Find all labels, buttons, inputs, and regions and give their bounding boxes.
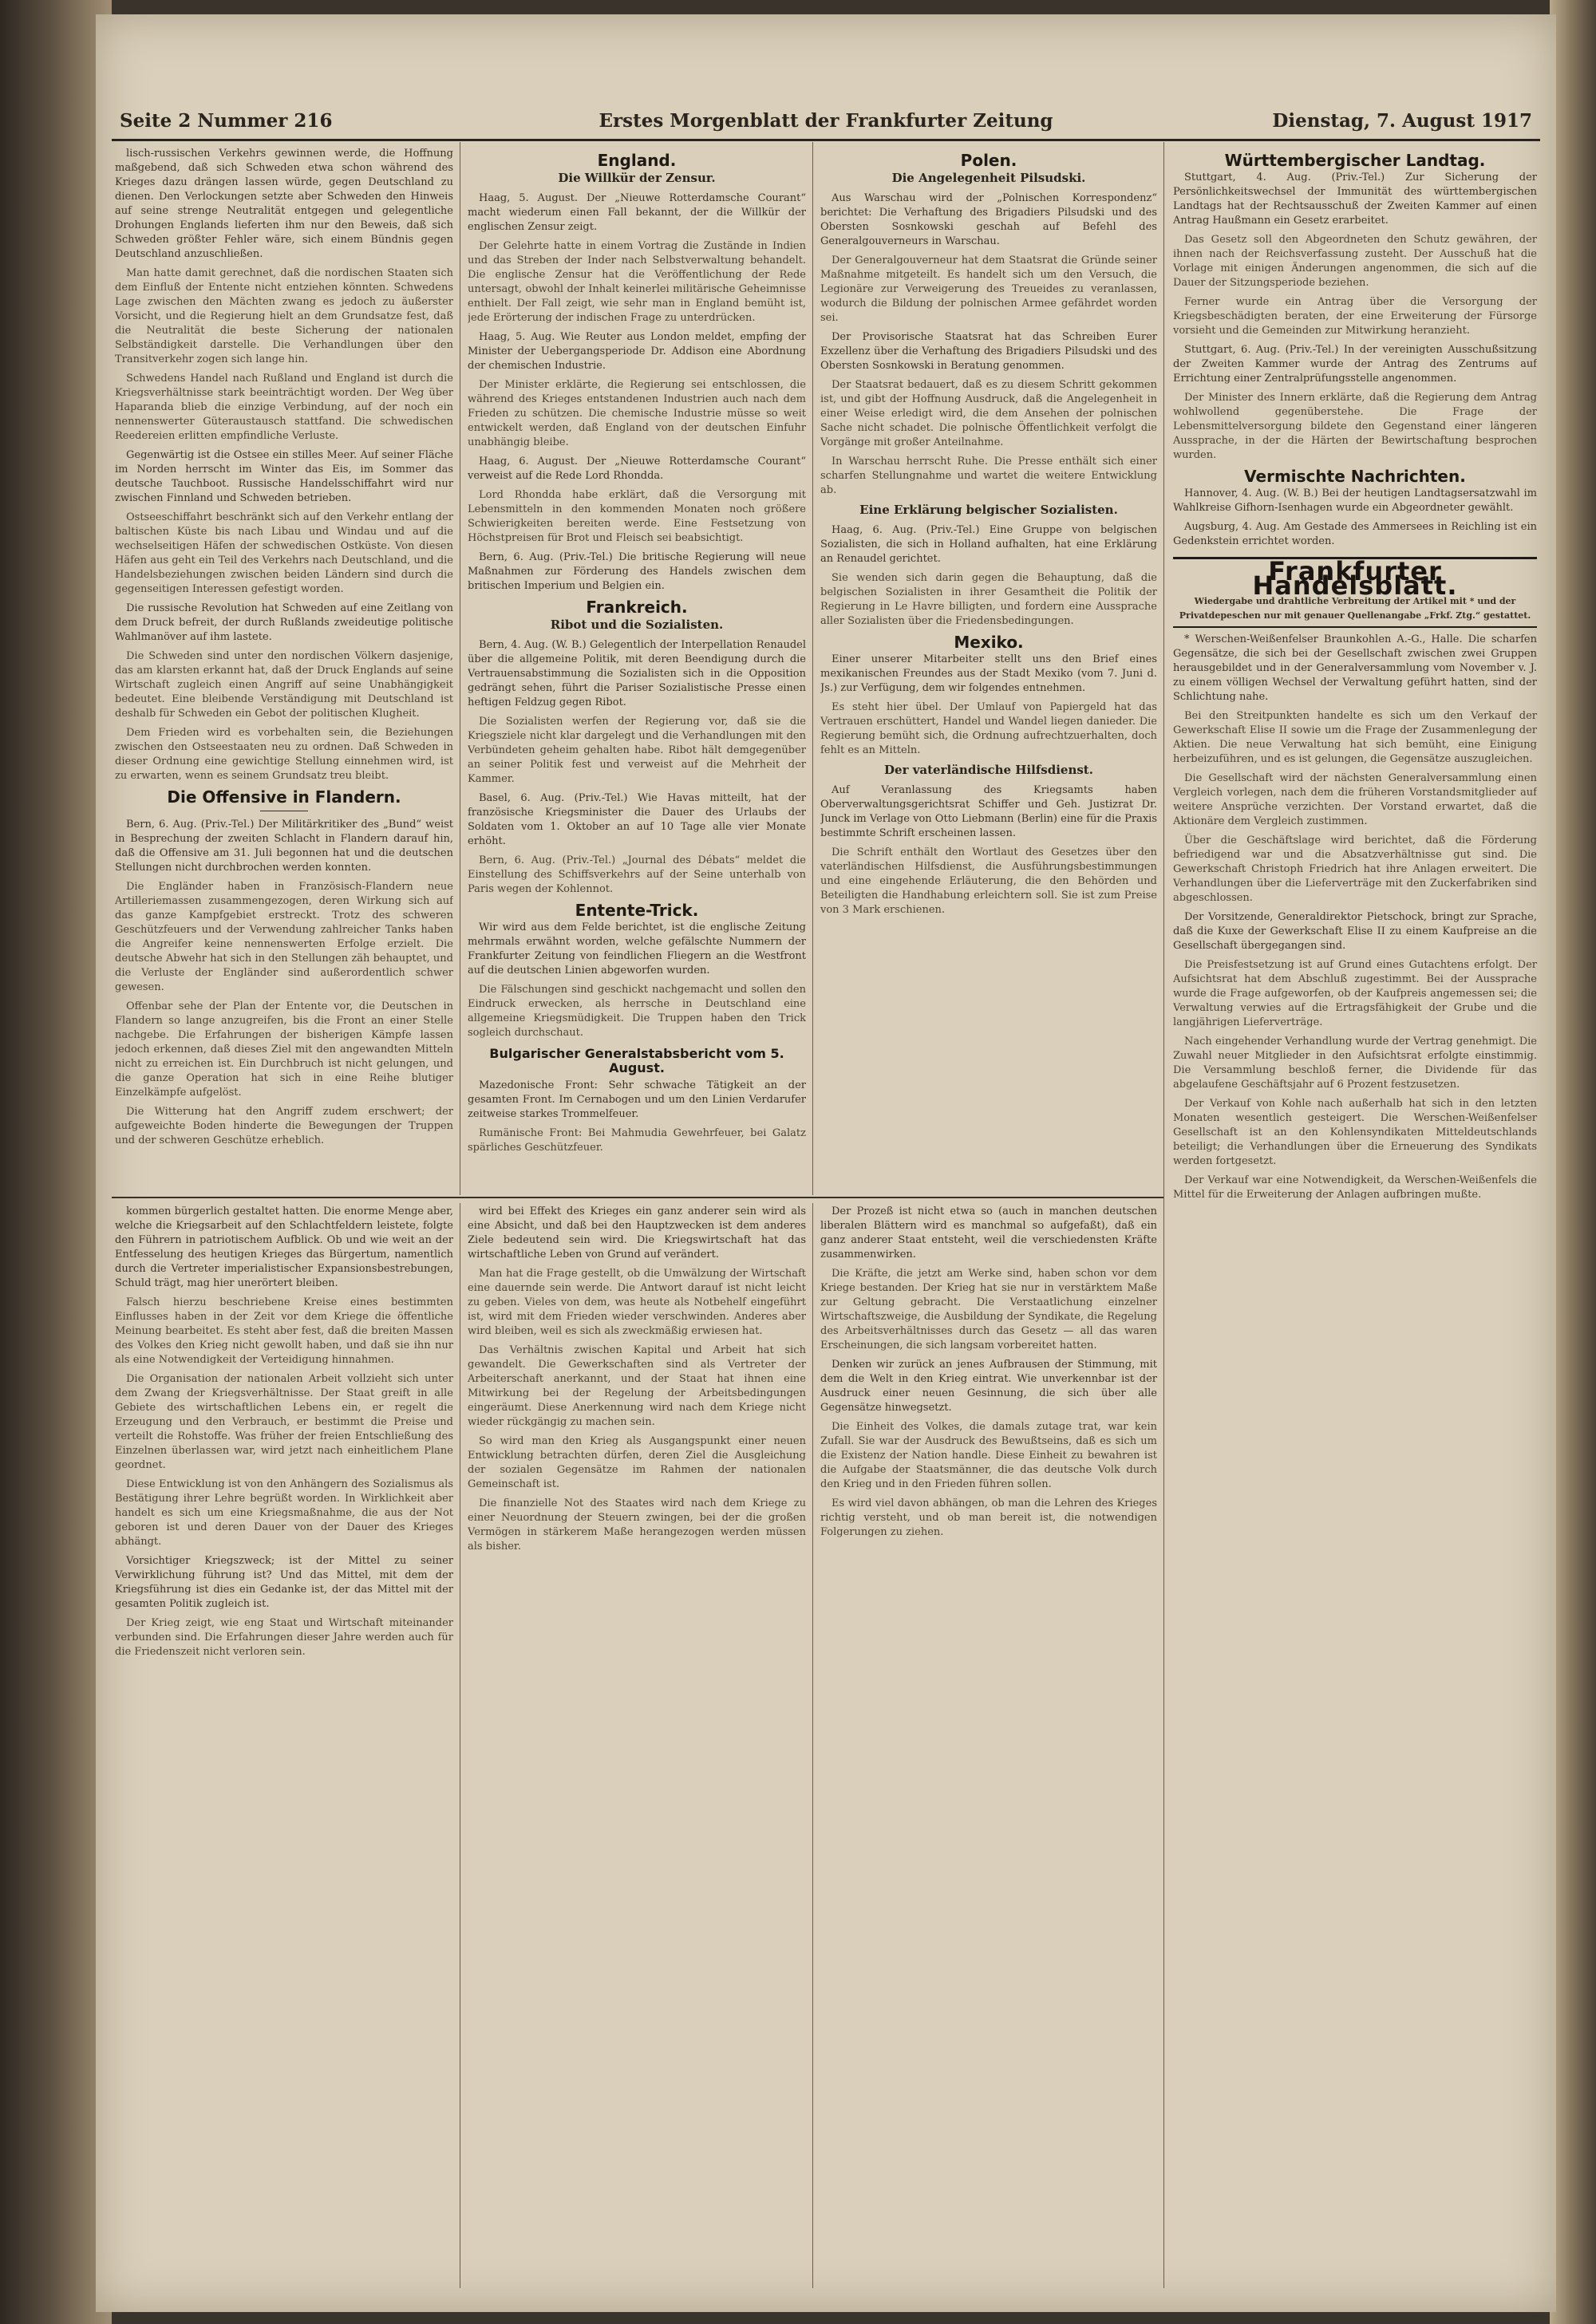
column-divider — [812, 1203, 813, 2288]
issue-date: Dienstag, 7. August 1917 — [1272, 110, 1532, 132]
article-paragraph: Die Witterung hat den Angriff zudem erschwert; der aufgeweichte Boden hinderte die Bewegungen der Truppen und der schweren Geschütze erheblich. — [115, 1106, 453, 1146]
article-paragraph: Schwedens Handel nach Rußland und England ist durch die Kriegsverhältnisse stark beeinträchtigt worden. Der Weg über Haparanda blieb die einzige Verbindung, auf der noch ein nennenswerter Güteraustausch stattfand. Die schwedischen Reedereien erlitten empfindliche Verluste. — [115, 373, 453, 442]
page-number: Seite 2 Nummer 216 — [120, 110, 333, 132]
article-paragraph: Haag, 5. August. Der „Nieuwe Rotterdamsche Courant“ macht wiederum einen Fall bekannt, der die Willkür der englischen Zensur zeigt. — [468, 192, 806, 233]
newspaper-page — [96, 14, 1556, 2312]
article-paragraph: Aus Warschau wird der „Polnischen Korrespondenz“ berichtet: Die Verhaftung des Brigadiers Pilsudski und des Obersten Sosnkowski geschah auf Befehl des Generalgouverneurs in Warschau. — [820, 192, 1157, 247]
subheadline: Ribot und die Sozialisten. — [550, 617, 724, 632]
article-paragraph: Wir wird aus dem Felde berichtet, ist die englische Zeitung mehrmals erwähnt worden, welche gefälschte Nummern der Frankfurter Zeitung von feindlichen Fliegern an die Westfront auf die deutschen Linien abgeworfen wurden. — [468, 921, 806, 977]
article-paragraph: Hannover, 4. Aug. (W. B.) Bei der heutigen Landtagsersatzwahl im Wahlkreise Gifhorn-Isenhagen wurde ein Abgeordneter gewählt. — [1173, 487, 1537, 514]
article-paragraph: Die Einheit des Volkes, die damals zutage trat, war kein Zufall. Sie war der Ausdruck des Bewußtseins, daß es sich um die Existenz der Nation handle. Diese Einheit zu bewahren ist die Aufgabe der Staatsmänner, die das deutsche Volk durch den Krieg und in den Frieden führen sollen. — [820, 1421, 1157, 1490]
article-paragraph: Man hatte damit gerechnet, daß die nordischen Staaten sich dem Einfluß der Entente nicht entziehen könnten. Schwedens Lage zwischen den Mächten zwang es jedoch zu äußerster Vorsicht, und die Regierung hielt an dem Grundsatze fest, daß die Neutralität die beste Sicherung der nationalen Selbständigkeit darstelle. Die Verhandlungen über den Transitverkehr zogen sich lange hin. — [115, 267, 453, 365]
section-title: Frankfurter Handelsblatt. — [1252, 556, 1458, 601]
article-paragraph: Bern, 4. Aug. (W. B.) Gelegentlich der Interpellation Renaudel über die allgemeine Politik, mit deren Beendigung durch die Vertrauensabstimmung die Sozialisten sich in die Opposition gedrängt sehen, führt die Pariser Sozialistische Presse einen heftigen Feldzug gegen Ribot. — [468, 639, 806, 708]
article-column-4 — [1173, 147, 1537, 2285]
article-paragraph: Mazedonische Front: Sehr schwache Tätigkeit an der gesamten Front. Im Cernabogen und um den Linien Verdarufer zeitweise starkes Trommelfeuer. — [468, 1079, 806, 1120]
article-paragraph: Gegenwärtig ist die Ostsee ein stilles Meer. Auf seiner Fläche im Norden herrscht im Winter das Eis, im Sommer das deutsche Tauchboot. Russische Handelsschiffahrt wird nur zwischen Finnland und Schweden betrieben. — [115, 449, 453, 504]
article-paragraph: Bei den Streitpunkten handelte es sich um den Verkauf der Gewerkschaft Elise II sowie um die Frage der Zusammenlegung der Aktien. Die neue Verwaltung hat sich bemüht, eine Einigung herbeizuführen, und es ist gelungen, die Gegensätze auszugleichen. — [1173, 710, 1537, 765]
article-paragraph: Bern, 6. Aug. (Priv.-Tel.) Die britische Regierung will neue Maßnahmen zur Förderung des Handels zwischen dem britischen Imperium und Belgien ein. — [468, 551, 806, 592]
article-paragraph: Der Provisorische Staatsrat hat das Schreiben Eurer Exzellenz über die Verhaftung des Brigadiers Pilsudski und des Obersten Sosnkowski in Beratung genommen. — [820, 331, 1157, 372]
handelsblatt-header — [1173, 557, 1537, 628]
feuilleton-column-2 — [468, 1205, 806, 2287]
article-paragraph: Der Krieg zeigt, wie eng Staat und Wirtschaft miteinander verbunden sind. Die Erfahrungen dieser Jahre werden auch für die Friedenszeit nicht verloren sein. — [115, 1617, 453, 1658]
headline: Polen. — [960, 151, 1017, 170]
section-note: Wiedergabe und drahtliche Verbreitung der Artikel mit * und der Privatdepeschen nur mit genauer Quellenangabe „Frkf. Ztg.“ gestattet. — [1179, 596, 1531, 621]
article-paragraph: Der Prozeß ist nicht etwa so (auch in manchen deutschen liberalen Blättern wird es manchmal so aufgefaßt), daß ein ganz anderer Staat entsteht, weil die verschiedensten Kräfte zusammenwirken. — [820, 1205, 1157, 1261]
article-paragraph: In Warschau herrscht Ruhe. Die Presse enthält sich einer scharfen Stellungnahme und wartet die weitere Entwicklung ab. — [820, 456, 1157, 496]
headline: Vermischte Nachrichten. — [1244, 467, 1466, 486]
article-paragraph: Denken wir zurück an jenes Aufbrausen der Stimmung, mit dem die Welt in den Krieg eintrat. Wie unverkennbar ist der Ausdruck einer neuen Gesinnung, die sich über alle Gegensätze hinwegsetzt. — [820, 1359, 1157, 1414]
article-paragraph: Der Gelehrte hatte in einem Vortrag die Zustände in Indien und das Streben der Inder nach Selbstverwaltung behandelt. Die englische Zensur hat die Veröffentlichung der Rede untersagt, obwohl der Inhalt keinerlei militärische Geheimnisse enthielt. Der Fall zeigt, wie sehr man in England bemüht ist, jede Erörterung der indischen Frage zu unterdrücken. — [468, 240, 806, 324]
article-paragraph: wird bei Effekt des Krieges ein ganz anderer sein wird als eine Absicht, und daß bei den Hauptzwecken ist dem anderes Ziele bedeutend sein wird. Die Kriegswirtschaft hat das wirtschaftliche Leben von Grund auf verändert. — [468, 1205, 806, 1261]
article-paragraph: Der Verkauf von Kohle nach außerhalb hat sich in den letzten Monaten wesentlich gesteigert. Die Werschen-Weißenfelser Gesellschaft ist an den Kohlensyndikaten Mitteldeutschlands beteiligt; die Verhandlungen über die Erneuerung des Syndikats werden fortgesetzt. — [1173, 1098, 1537, 1167]
article-paragraph: Bern, 6. Aug. (Priv.-Tel.) Der Militärkritiker des „Bund“ weist in Besprechung der zweiten Schlacht in Flandern darauf hin, daß die Offensive am 31. Juli begonnen hat und die deutschen Stellungen nicht durchbrochen werden konnten. — [115, 819, 453, 874]
article-paragraph: Augsburg, 4. Aug. Am Gestade des Ammersees in Reichling ist ein Gedenkstein errichtet worden. — [1173, 521, 1537, 547]
article-column-1 — [115, 147, 453, 1192]
masthead — [112, 104, 1540, 141]
article-paragraph: Der Minister erklärte, die Regierung sei entschlossen, die während des Krieges entstandenen Industrien auch nach dem Frieden zu schützen. Die chemische Industrie müsse so weit entwickelt werden, daß England von der deutschen Einfuhr unabhängig bleibe. — [468, 379, 806, 448]
newspaper-title: Erstes Morgenblatt der Frankfurter Zeitung — [598, 110, 1053, 132]
article-paragraph: Sie wenden sich darin gegen die Behauptung, daß die belgischen Sozialisten in ihrer Gesamtheit die Politik der Regierung in Le Havre billigten, und fordern eine Aussprache aller Sozialisten über die Friedensbedingungen. — [820, 572, 1157, 627]
article-paragraph: Es wird viel davon abhängen, ob man die Lehren des Krieges richtig versteht, und ob man bereit ist, die notwendigen Folgerungen zu ziehen. — [820, 1497, 1157, 1538]
article-paragraph: So wird man den Krieg als Ausgangspunkt einer neuen Entwicklung betrachten dürfen, deren Ziel die Ausgleichung der sozialen Gegensätze im Rahmen der nationalen Gemeinschaft ist. — [468, 1435, 806, 1490]
article-paragraph: Einer unserer Mitarbeiter stellt uns den Brief eines mexikanischen Freundes aus der Stadt Mexiko (vom 7. Juni d. Js.) zur Verfügung, dem wir folgendes entnehmen. — [820, 653, 1157, 694]
subheadline: Eine Erklärung belgischer Sozialisten. — [859, 503, 1118, 517]
article-paragraph: Die finanzielle Not des Staates wird nach dem Kriege zu einer Neuordnung der Steuern zwingen, bei der die großen Vermögen in stärkerem Maße herangezogen werden müssen als bisher. — [468, 1497, 806, 1553]
article-paragraph: Die Preisfestsetzung ist auf Grund eines Gutachtens erfolgt. Der Aufsichtsrat hat dem Abschluß zugestimmt. Bei der Aussprache wurde die Frage aufgeworfen, ob der Kaufpreis angemessen sei; die Verwaltung verwies auf die Ertragsfähigkeit der Grube und die langjährigen Lieferverträge. — [1173, 959, 1537, 1028]
article-paragraph: Der Vorsitzende, Generaldirektor Pietschock, bringt zur Sprache, daß die Kuxe der Gewerkschaft Elise II zu einem Kaufpreise an die Gesellschaft übergegangen sind. — [1173, 911, 1537, 952]
article-paragraph: Das Gesetz soll den Abgeordneten den Schutz gewähren, der ihnen nach der Reichsverfassung zusteht. Der Ausschuß hat die Vorlage mit einigen Änderungen angenommen, die sich auf die Dauer der Sitzungsperiode beziehen. — [1173, 234, 1537, 289]
article-paragraph: Der Verkauf war eine Notwendigkeit, da Werschen-Weißenfels die Mittel für die Erweiterung der Anlagen aufbringen mußte. — [1173, 1174, 1537, 1201]
section-rule — [112, 1197, 1163, 1198]
article-paragraph: Offenbar sehe der Plan der Entente vor, die Deutschen in Flandern so lange anzugreifen, bis die Front an einer Stelle nachgebe. Die Erfahrungen der bisherigen Kämpfe lassen jedoch erkennen, daß dieses Ziel mit den angewandten Mitteln nicht zu erreichen ist. Ein Durchbruch ist nicht gelungen, und die ganze Operation hat sich in eine Reihe blutiger Einzelkämpfe aufgelöst. — [115, 1000, 453, 1099]
article-paragraph: Haag, 6. Aug. (Priv.-Tel.) Eine Gruppe von belgischen Sozialisten, die sich in Holland aufhalten, hat eine Erklärung an Renaudel gerichtet. — [820, 524, 1157, 565]
article-paragraph: Der Staatsrat bedauert, daß es zu diesem Schritt gekommen ist, und gibt der Hoffnung Ausdruck, daß die Angelegenheit in einer Weise erledigt wird, die dem Ansehen der polnischen Sache nicht schadet. Die polnische Öffentlichkeit verfolgt die Vorgänge mit großer Anteilnahme. — [820, 379, 1157, 448]
article-paragraph: Der Minister des Innern erklärte, daß die Regierung dem Antrag wohlwollend gegenüberstehe. Die Frage der Lebensmittelversorgung bildete den Gegenstand einer längeren Aussprache, in der die Härten der Bewirtschaftung besprochen wurden. — [1173, 392, 1537, 461]
scan-page-edge — [1550, 0, 1596, 2324]
article-paragraph: Rumänische Front: Bei Mahmudia Gewehrfeuer, bei Galatz spärliches Geschützfeuer. — [468, 1127, 806, 1154]
article-paragraph: Die Engländer haben in Französisch-Flandern neue Artilleriemassen zusammengezogen, deren Wirkung sich auf das ganze Kampfgebiet erstreckt. Trotz des schweren Geschützfeuers und der Verwendung zahlreicher Tanks haben die Angreifer keine nennenswerten Erfolge erzielt. Die deutsche Abwehr hat sich in den Stellungen zäh behauptet, und die Verluste der Engländer sind außerordentlich schwer gewesen. — [115, 881, 453, 993]
article-paragraph: Falsch hierzu beschriebene Kreise eines bestimmten Einflusses haben in der Zeit vor dem Kriege die öffentliche Meinung bearbeitet. Es steht aber fest, daß die breiten Massen des Volkes den Krieg nicht gewollt haben, und daß sie ihn nur als eine Notwendigkeit der Verteidigung hinnahmen. — [115, 1296, 453, 1366]
article-paragraph: Die Sozialisten werfen der Regierung vor, daß sie die Kriegsziele nicht klar dargelegt und die Verhandlungen mit den Verbündeten geheim gehalten habe. Ribot hält demgegenüber an seiner Politik fest und verweist auf die Mehrheit der Kammer. — [468, 716, 806, 785]
article-paragraph: Auf Veranlassung des Kriegsamts haben Oberverwaltungsgerichtsrat Schiffer und Geh. Justizrat Dr. Junck im Verlage von Otto Liebmann (Berlin) eine für die Praxis bestimmte Schrift erscheinen lassen. — [820, 784, 1157, 839]
article-paragraph: lisch-russischen Verkehrs gewinnen werde, die Hoffnung maßgebend, daß sich Schweden etwa schon während des Krieges dazu drängen lassen würde, gegen Deutschland zu dienen. Den Verlockungen setzte aber Schweden den Hinweis auf seine strenge Neutralität entgegen und gelegentliche Drohungen Englands lieferten ihm nur den Beweis, daß sich Schweden größter Fehler wäre, sich einem Bündnis gegen Deutschland anzuschließen. — [115, 148, 453, 260]
article-paragraph: Die Kräfte, die jetzt am Werke sind, haben schon vor dem Kriege bestanden. Der Krieg hat sie nur in verstärktem Maße zur Geltung gebracht. Die Verstaatlichung einzelner Wirtschaftszweige, die Ausbildung der Syndikate, die Regelung des Arbeitsverhältnisses durch das Gesetz — all das waren Erscheinungen, die sich langsam vorbereitet hatten. — [820, 1268, 1157, 1351]
article-paragraph: Die Gesellschaft wird der nächsten Generalversammlung einen Vergleich vorlegen, nach dem die früheren Vorstandsmitglieder auf weitere Ansprüche verzichten. Der Vorstand erwartet, daß die Aktionäre dem Vergleich zustimmen. — [1173, 772, 1537, 827]
headline: Bulgarischer Generalstabsbericht vom 5. August. — [489, 1046, 784, 1075]
scan-binding-shadow — [0, 0, 112, 2324]
article-paragraph: Vorsichtiger Kriegszweck; ist der Mittel zu seiner Verwirklichung führung ist? Und das Mittel, mit dem der Kriegsführung ist dies ein Gedanke ist, der das Mittel mit der gesamten Politik zugleich ist. — [115, 1555, 453, 1610]
article-paragraph: Stuttgart, 4. Aug. (Priv.-Tel.) Zur Sicherung der Persönlichkeitswechsel der Immunität des württembergischen Landtags hat der Rechtsausschuß der Zweiten Kammer auf einen Antrag Haußmann ein Gesetz erarbeitet. — [1173, 172, 1537, 227]
article-paragraph: Die Organisation der nationalen Arbeit vollzieht sich unter dem Zwang der Kriegsverhältnisse. Der Staat greift in alle Gebiete des wirtschaftlichen Lebens ein, er regelt die Erzeugung und den Verbrauch, er bestimmt die Preise und verteilt die Rohstoffe. Was früher der freien Entschließung des Einzelnen überlassen war, wird jetzt nach einheitlichem Plane geordnet. — [115, 1373, 453, 1471]
article-paragraph: Haag, 5. Aug. Wie Reuter aus London meldet, empfing der Minister der Uebergangsperiode Dr. Addison eine Abordnung der chemischen Industrie. — [468, 331, 806, 372]
article-paragraph: Das Verhältnis zwischen Kapital und Arbeit hat sich gewandelt. Die Gewerkschaften sind als Vertreter der Arbeiterschaft anerkannt, und der Staat hat ihnen eine Mitwirkung bei der Regelung der Arbeitsbedingungen eingeräumt. Diese Anerkennung wird nach dem Kriege nicht wieder rückgängig zu machen sein. — [468, 1344, 806, 1428]
headline: Frankreich. — [586, 598, 688, 617]
article-paragraph: Stuttgart, 6. Aug. (Priv.-Tel.) In der vereinigten Ausschußsitzung der Zweiten Kammer wurde der Antrag des Zentrums auf Errichtung einer Zentralprüfungsstelle angenommen. — [1173, 344, 1537, 385]
feuilleton-column-3 — [820, 1205, 1157, 2287]
subheadline: Die Angelegenheit Pilsudski. — [891, 171, 1086, 185]
article-paragraph: Ostseeschiffahrt beschränkt sich auf den Verkehr entlang der baltischen Küste bis nach Libau und Windau und auf die wechselseitigen Häfen der schwedischen Ostküste. Von diesen Häfen aus geht ein Teil des Verkehrs nach Deutschland, und die Handelsbeziehungen zwischen beiden Ländern sind durch die gegenseitigen Interessen gefestigt worden. — [115, 511, 453, 595]
article-paragraph: Nach eingehender Verhandlung wurde der Vertrag genehmigt. Die Zuwahl neuer Mitglieder in den Aufsichtsrat erfolgte einstimmig. Die Versammlung beschloß ferner, die Dividende für das abgelaufene Geschäftsjahr auf 6 Prozent festzusetzen. — [1173, 1036, 1537, 1091]
article-paragraph: Haag, 6. August. Der „Nieuwe Rotterdamsche Courant“ verweist auf die Rede Lord Rhondda. — [468, 456, 806, 482]
headline: Württembergischer Landtag. — [1224, 151, 1486, 170]
article-paragraph: Lord Rhondda habe erklärt, daß die Versorgung mit Lebensmitteln in den kommenden Monaten noch größere Schwierigkeiten bereiten werde. Eine Festsetzung von Höchstpreisen für Brot und Fleisch sei beabsichtigt. — [468, 489, 806, 544]
column-divider — [1163, 142, 1164, 2288]
article-paragraph: Der Generalgouverneur hat dem Staatsrat die Gründe seiner Maßnahme mitgeteilt. Es handelt sich um den Versuch, die Legionäre zur Verweigerung des Treueides zu veranlassen, wodurch die Bildung der polnischen Armee gefährdet worden sei. — [820, 254, 1157, 324]
article-paragraph: Diese Entwicklung ist von den Anhängern des Sozialismus als Bestätigung ihrer Lehre begrüßt worden. In Wirklichkeit aber handelt es sich um eine Kriegsmaßnahme, die aus der Not geboren ist und deren Dauer von der Dauer des Krieges abhängt. — [115, 1478, 453, 1548]
article-paragraph: Die russische Revolution hat Schweden auf eine Zeitlang von dem Druck befreit, der durch Rußlands zweideutige politische Wahlmanöver auf ihm lastete. — [115, 602, 453, 643]
headline: England. — [597, 151, 677, 170]
article-paragraph: Über die Geschäftslage wird berichtet, daß die Förderung befriedigend war und die Absatzverhältnisse gut sind. Die Gewerkschaft Christoph Friedrich hat ihre Anlagen erweitert. Die Verhandlungen über die Lieferverträge mit den Zuckerfabriken sind abgeschlossen. — [1173, 835, 1537, 904]
headline: Entente-Trick. — [575, 901, 699, 920]
article-paragraph: Die Fälschungen sind geschickt nachgemacht und sollen den Eindruck erwecken, als herrsche in Deutschland eine allgemeine Kriegsmüdigkeit. Die Truppen haben den Trick sogleich durchschaut. — [468, 984, 806, 1039]
article-paragraph: Dem Frieden wird es vorbehalten sein, die Beziehungen zwischen den Ostseestaaten neu zu ordnen. Daß Schweden in dieser Ordnung eine gewichtige Stellung einnehmen wird, ist zu erwarten, wenn es seinem Grundsatz treu bleibt. — [115, 727, 453, 782]
column-divider — [812, 142, 813, 1195]
article-paragraph: Basel, 6. Aug. (Priv.-Tel.) Wie Havas mitteilt, hat der französische Kriegsminister die Dauer des Urlaubs der Soldaten vom 1. Oktober an auf 10 Tage alle vier Monate erhöht. — [468, 792, 806, 847]
article-paragraph: * Werschen-Weißenfelser Braunkohlen A.-G., Halle. Die scharfen Gegensätze, die sich bei der Gesellschaft zwischen zwei Gruppen herausgebildet und in der Generalversammlung vom November v. J. zu einem völligen Wechsel der Verwaltung geführt hatten, sind der Schlichtung nahe. — [1173, 633, 1537, 703]
subheadline: Der vaterländische Hilfsdienst. — [884, 763, 1093, 777]
feuilleton-column-1 — [115, 1205, 453, 2287]
article-paragraph: Die Schweden sind unter den nordischen Völkern dasjenige, das am klarsten erkannt hat, daß der Druck Englands auf seine Wirtschaft zugleich einen Angriff auf seine Unabhängigkeit bedeutet. Eine bleibende Verständigung mit Deutschland ist deshalb für Schweden ein Gebot der politischen Klugheit. — [115, 650, 453, 720]
article-paragraph: Die Schrift enthält den Wortlaut des Gesetzes über den vaterländischen Hilfsdienst, die Ausführungsbestimmungen und eine eingehende Erläuterung, die den Behörden und Beteiligten die Handhabung erleichtern soll. Sie ist zum Preise von 3 Mark erschienen. — [820, 846, 1157, 916]
article-paragraph: kommen bürgerlich gestaltet hatten. Die enorme Menge aber, welche die Kriegsarbeit auf den Schlachtfeldern leistete, folgte den Führern in patriotischem Aufblick. Ob und wie weit an der Entfesselung des heutigen Krieges das Bürgertum, namentlich durch die Vertreter imperialistischer Expansionsbestrebungen, Schuld trägt, mag hier unerörtert bleiben. — [115, 1205, 453, 1289]
article-column-2 — [468, 147, 806, 1192]
subheadline: Die Willkür der Zensur. — [558, 171, 716, 185]
article-paragraph: Bern, 6. Aug. (Priv.-Tel.) „Journal des Débats“ meldet die Einstellung des Schiffsverkehrs auf der Seine unterhalb von Paris wegen der Kohlennot. — [468, 854, 806, 895]
article-paragraph: Man hat die Frage gestellt, ob die Umwälzung der Wirtschaft eine dauernde sein werde. Die Antwort darauf ist nicht leicht zu geben. Vieles von dem, was heute als Notbehelf eingeführt ist, wird mit dem Frieden wieder verschwinden. Anderes aber wird bleiben, weil es sich als zweckmäßig erwiesen hat. — [468, 1268, 806, 1337]
article-paragraph: Ferner wurde ein Antrag über die Versorgung der Kriegsbeschädigten beraten, der eine Erweiterung der Fürsorge vorsieht und die Gemeinden zur Mitwirkung heranzieht. — [1173, 296, 1537, 337]
headline: Mexiko. — [954, 633, 1024, 652]
headline: Die Offensive in Flandern. — [167, 787, 401, 807]
article-column-3 — [820, 147, 1157, 1192]
article-paragraph: Es steht hier übel. Der Umlauf von Papiergeld hat das Vertrauen erschüttert, Handel und Wandel liegen danieder. Die Regierung bemüht sich, die Ordnung aufrechtzuerhalten, doch fehlt es an Mitteln. — [820, 701, 1157, 756]
